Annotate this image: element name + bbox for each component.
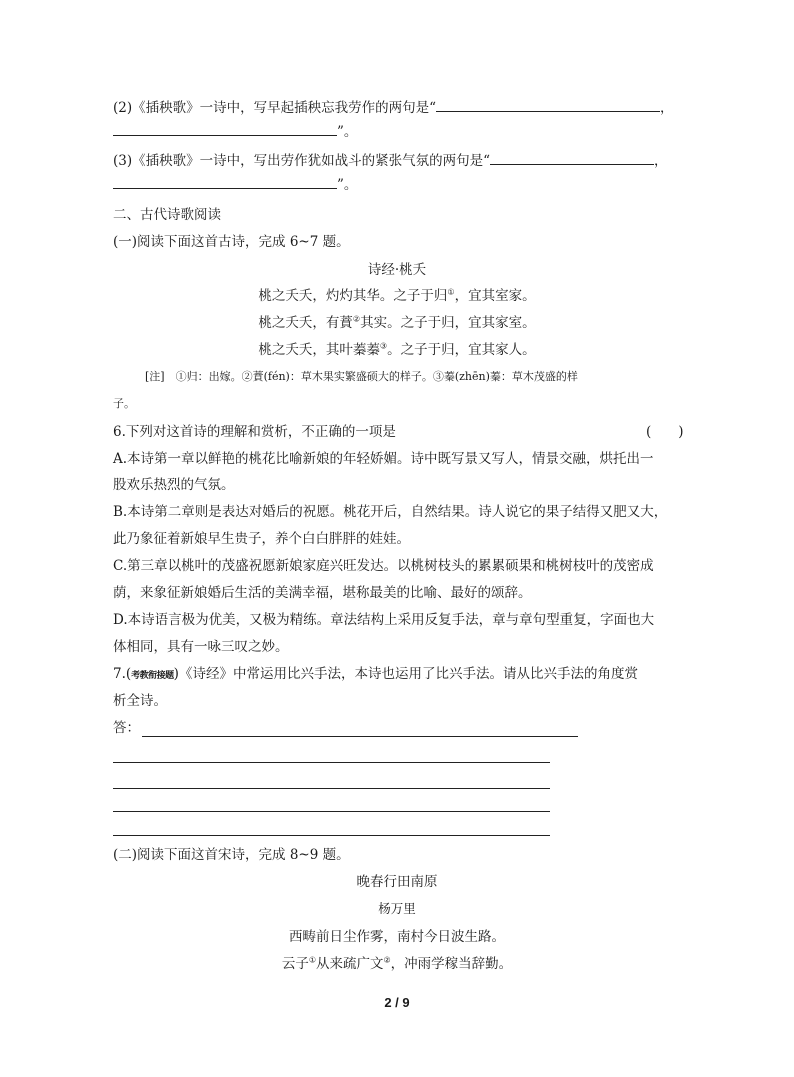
closing-quote: ”。 xyxy=(337,124,358,140)
part1-intro: (一)阅读下面这首古诗，完成 6~7 题。 xyxy=(113,234,350,250)
page-number: 2 / 9 xyxy=(384,995,410,1010)
poem1-notes-cont: 子。 xyxy=(113,397,135,410)
answer-blank[interactable] xyxy=(436,97,660,112)
option-c-cont: 荫，来象征新娘婚后生活的美满幸福，堪称最美的比喻、最好的颂辞。 xyxy=(113,585,532,601)
poem1-line: 桃之夭夭，有蕡②其实。之子于归，宜其家室。 xyxy=(258,314,536,331)
option-b: B.本诗第二章则是表达对婚后的祝愿。桃花开后，自然结果。诗人说它的果子结得又肥又大， xyxy=(113,504,668,520)
question-tag: 考教衔接题 xyxy=(131,671,174,681)
question-3-text: (3)《插秧歌》一诗中，写出劳作犹如战斗的紧张气氛的两句是“ xyxy=(113,153,491,169)
option-d-cont: 体相同，具有一咏三叹之妙。 xyxy=(113,639,289,655)
comma: ， xyxy=(660,100,674,116)
section-heading: 二、古代诗歌阅读 xyxy=(113,207,221,223)
option-a-cont: 股欢乐热烈的气氛。 xyxy=(113,477,235,493)
question-6-stem: 6.下列对这首诗的理解和赏析，不正确的一项是 xyxy=(113,424,396,440)
question-2-text: (2)《插秧歌》一诗中，写早起插秧忘我劳作的两句是“ xyxy=(113,100,437,116)
answer-label: 答： xyxy=(113,720,140,736)
answer-line[interactable] xyxy=(142,736,578,737)
comma: ， xyxy=(654,153,668,169)
option-c: C.第三章以桃叶的茂盛祝愿新娘家庭兴旺发达。以桃树枝头的累累硕果和桃树枝叶的茂密成 xyxy=(113,558,654,574)
poem2-line: 云子①从来疏广文②，冲雨学稼当辞勤。 xyxy=(281,955,513,972)
question-7-stem-cont: 析全诗。 xyxy=(113,693,167,709)
poem1-line: 桃之夭夭，灼灼其华。之子于归①，宜其室家。 xyxy=(258,287,536,304)
answer-line[interactable] xyxy=(113,762,550,763)
poem2-author: 杨万里 xyxy=(378,901,416,916)
footnote-marker: ② xyxy=(352,314,361,324)
footnote-marker: ② xyxy=(383,955,391,965)
option-b-cont: 此乃象征着新娘早生贵子，养个白白胖胖的娃娃。 xyxy=(113,531,410,547)
answer-blank[interactable] xyxy=(490,150,654,165)
question-2-line2 xyxy=(113,121,357,142)
answer-line[interactable] xyxy=(113,811,550,812)
option-d: D.本诗语言极为优美，又极为精练。章法结构上采用反复手法，章与章句型重复，字面也大 xyxy=(113,612,655,628)
poem1-notes: [注] ①归：出嫁。②蕡(fén)：草木果实繁盛硕大的样子。③蓁(zhēn)蓁：草木茂盛的样 xyxy=(145,370,578,383)
answer-line[interactable] xyxy=(113,835,550,836)
answer-blank[interactable] xyxy=(113,121,337,136)
part2-intro: (二)阅读下面这首宋诗，完成 8~9 题。 xyxy=(113,847,350,863)
poem1-line: 桃之夭夭，其叶蓁蓁③。之子于归，宜其家人。 xyxy=(258,341,536,358)
closing-quote: ”。 xyxy=(337,177,358,193)
question-2-line1 xyxy=(113,97,674,118)
question-7-stem: 7.(考教衔接题)《诗经》中常运用比兴手法，本诗也运用了比兴手法。请从比兴手法的角度赏 xyxy=(113,666,638,682)
footnote-marker: ① xyxy=(447,287,455,297)
question-3-line2 xyxy=(113,174,357,195)
answer-blank[interactable] xyxy=(113,174,337,189)
poem2-line: 西畴前日尘作雾，南村今日波生路。 xyxy=(289,929,505,945)
option-a: A.本诗第一章以鲜艳的桃花比喻新娘的年轻娇媚。诗中既写景又写人，情景交融，烘托出一 xyxy=(113,451,654,467)
answer-paren[interactable]: ( ) xyxy=(646,424,684,440)
question-3-line1 xyxy=(113,150,668,171)
answer-line[interactable] xyxy=(113,788,550,789)
footnote-marker: ① xyxy=(308,955,316,965)
footnote-marker: ③ xyxy=(379,341,388,351)
poem1-title: 诗经·桃夭 xyxy=(367,262,427,278)
poem2-title: 晚春行田南原 xyxy=(356,874,438,890)
